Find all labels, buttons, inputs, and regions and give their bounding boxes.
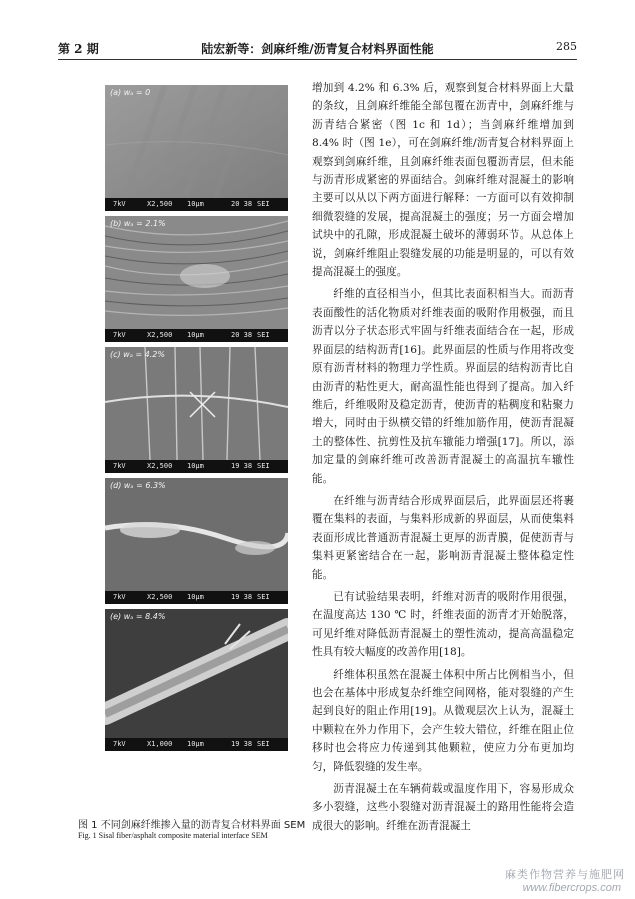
scale-value: 10μm xyxy=(187,462,204,470)
magnification: X2,500 xyxy=(147,331,173,339)
paragraph: 已有试验结果表明，纤维对沥青的吸附作用很强，在温度高达 130 ℃ 时，纤维表面的沥青才开始脱落，可见纤维对降低沥青混凝土的塑性流动，提高高温稳定性具有较大幅度的改善作用[18]。 xyxy=(312,590,574,659)
working-distance: 19 38 xyxy=(231,740,253,748)
magnification: X2,500 xyxy=(147,200,173,208)
sem-info-bar xyxy=(105,460,288,473)
accelerating-voltage: 7kV xyxy=(113,331,126,339)
paragraph: 纤维体积虽然在混凝土体积中所占比例相当小，但也会在基体中形成复杂纤维空间网格，能对裂缝的产生起到良好的阻止作用[19]。从微观层次上认为，混凝土中颗粒在外力作用下，会产生较大错位，纤维在阻止位移时也会将应力传递到其他颗粒，使应力分布更加均匀，降低裂缝的发生率。 xyxy=(312,668,574,773)
running-header xyxy=(0,40,635,60)
running-title: 陆宏新等：剑麻纤维/沥青复合材料界面性能 xyxy=(201,42,434,56)
paragraph: 增加到 4.2% 和 6.3% 后，观察到复合材料界面上大量的条纹，且剑麻纤维能全部包覆在沥青中，剑麻纤维与沥青结合紧密（图 1c 和 1d）；当剑麻纤维增加到 8.4% 时（图 1e），可在剑麻纤维/沥青复合材料界面上观察到剑麻纤维，且剑麻纤维表面包覆沥青层，但未能与沥青形成紧密的界面结合。剑麻纤维对混凝土的影响主要可以从以下两方面进行解释：一方面可以有效抑制细微裂缝的发展，提高混凝土的强度；另一方面会增加试块中的孔隙，形成混凝土破坏的薄弱环节。从总体上说，剑麻纤维阻止裂缝发展的功能是明显的，可以有效提高混凝土的强度。 xyxy=(312,82,574,279)
sem-panel-b xyxy=(105,216,288,342)
scale-value: 10μm xyxy=(187,331,204,339)
detector-mode: SEI xyxy=(257,331,270,339)
sem-panel-c xyxy=(105,347,288,473)
paragraph: 纤维的直径相当小，但其比表面积相当大。而沥青表面酸性的活化物质对纤维表面的吸附作用极强，而且沥青以分子状态形式牢固与纤维表面结合在一起，形成界面层的结构沥青[16]。此界面层的性质与作用将改变原有沥青材料的物理力学性质。界面层的结构沥青比自由沥青的粘性更大，耐高温性能也得到了提高。加入纤维后，纤维吸附及稳定沥青，使沥青的粘稠度和粘聚力增大，同时由于纵横交错的纤维加筋作用，使沥青混凝土的整体性、抗剪性及抗车辙能力增强[17]。所以，添加定量的剑麻纤维可改善沥青混凝土的高温抗车辙性能。 xyxy=(312,288,574,485)
sem-panel-d xyxy=(105,478,288,604)
body-text xyxy=(312,79,574,839)
figure-1 xyxy=(105,85,288,756)
header-rule xyxy=(58,59,577,60)
watermark-url: www.fibercrops.com xyxy=(522,882,621,894)
working-distance: 19 38 xyxy=(231,462,253,470)
sem-info-bar xyxy=(105,198,288,211)
panel-label: (b) wₐ = 2.1% xyxy=(110,219,166,228)
panel-label: (e) wₐ = 8.4% xyxy=(110,612,166,621)
working-distance: 19 38 xyxy=(231,593,253,601)
sem-micrograph-d xyxy=(105,478,288,591)
sem-panel-a xyxy=(105,85,288,211)
sem-info-bar xyxy=(105,329,288,342)
accelerating-voltage: 7kV xyxy=(113,593,126,601)
accelerating-voltage: 7kV xyxy=(113,200,126,208)
page-number: 285 xyxy=(556,40,577,53)
sem-info-bar xyxy=(105,591,288,604)
accelerating-voltage: 7kV xyxy=(113,462,126,470)
detector-mode: SEI xyxy=(257,593,270,601)
scale-value: 10μm xyxy=(187,593,204,601)
magnification: X1,000 xyxy=(147,740,173,748)
magnification: X2,500 xyxy=(147,462,173,470)
sem-info-bar xyxy=(105,738,288,751)
detector-mode: SEI xyxy=(257,462,270,470)
working-distance: 20 38 xyxy=(231,200,253,208)
sem-micrograph-e xyxy=(105,609,288,738)
issue-number: 第 2 期 xyxy=(58,42,99,56)
paragraph: 在纤维与沥青结合形成界面层后，此界面层还将裹覆在集料的表面，与集料形成新的界面层，从而使集料表面形成比普通沥青混凝土更厚的沥青膜，促使沥青与集料更紧密结合在一起，影响沥青混凝土整体稳定性能。 xyxy=(312,494,574,581)
sem-micrograph-b xyxy=(105,216,288,329)
sem-panel-e xyxy=(105,609,288,751)
detector-mode: SEI xyxy=(257,740,270,748)
panel-label: (c) wₐ = 4.2% xyxy=(110,350,165,359)
figure-caption-en: Fig. 1 Sisal fiber/asphalt composite material interface SEM xyxy=(78,831,268,840)
panel-label: (a) wₐ = 0 xyxy=(110,88,151,97)
panel-label: (d) wₐ = 6.3% xyxy=(110,481,166,490)
figure-caption-cn: 图 1 不同剑麻纤维掺入量的沥青复合材料界面 SEM xyxy=(78,820,306,831)
scale-value: 10μm xyxy=(187,200,204,208)
paragraph: 沥青混凝土在车辆荷载或温度作用下，容易形成众多小裂缝，这些小裂缝对沥青混凝土的路用性能将会造成很大的影响。纤维在沥青混凝土 xyxy=(312,783,574,832)
sem-micrograph-a xyxy=(105,85,288,198)
watermark-text: 麻类作物营养与施肥网 xyxy=(505,868,625,881)
scale-value: 10μm xyxy=(187,740,204,748)
accelerating-voltage: 7kV xyxy=(113,740,126,748)
working-distance: 20 38 xyxy=(231,331,253,339)
magnification: X2,500 xyxy=(147,593,173,601)
sem-micrograph-c xyxy=(105,347,288,460)
detector-mode: SEI xyxy=(257,200,270,208)
